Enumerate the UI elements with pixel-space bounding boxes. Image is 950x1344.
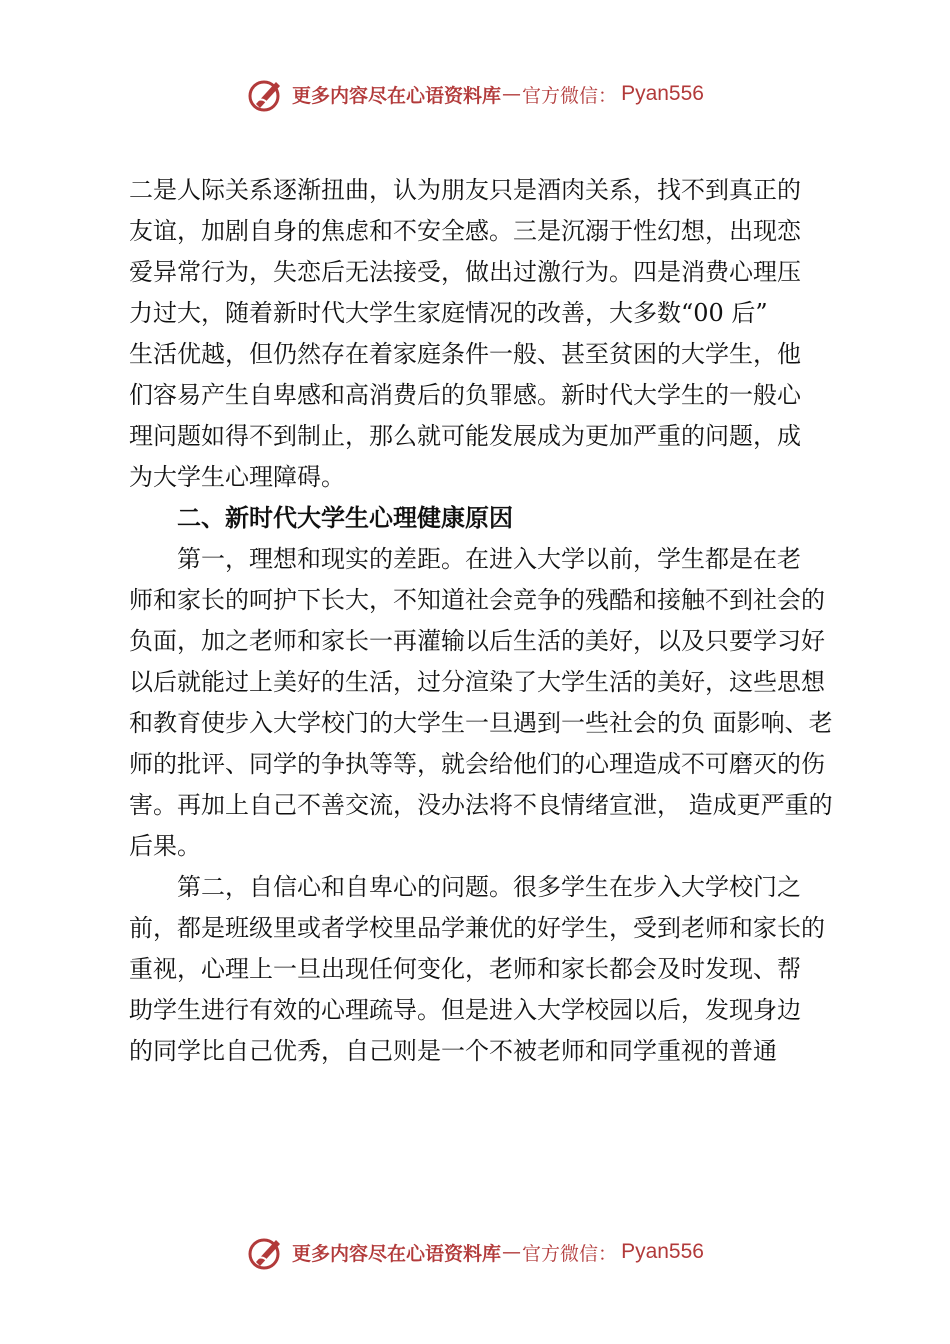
banner-wechat-label: 官方微信： <box>522 84 618 107</box>
text-line: 的同学比自己优秀，自己则是一个不被老师和同学重视的普通 <box>129 1037 777 1065</box>
banner-dash: — <box>502 83 522 105</box>
text-line: 为大学生心理障碍。 <box>129 463 345 491</box>
text-line: 爱异常行为，失恋后无法接受，做出过激行为。四是消费心理压 <box>129 258 801 286</box>
pen-logo-icon <box>246 74 286 114</box>
header-banner <box>0 72 950 116</box>
text-line: 们容易产生自卑感和高消费后的负罪感。新时代大学生的一般心 <box>129 381 801 409</box>
banner-dash: — <box>502 1241 522 1263</box>
pen-logo-icon <box>246 1232 286 1272</box>
text-line: 生活优越，但仍然存在着家庭条件一般、甚至贫困的大学生，他 <box>129 340 801 368</box>
text-line: 理问题如得不到制止，那么就可能发展成为更加严重的问题，成 <box>129 422 801 450</box>
text-line: 友谊，加剧自身的焦虑和不安全感。三是沉溺于性幻想，出现恋 <box>129 217 801 245</box>
text-line: 前，都是班级里或者学校里品学兼优的好学生，受到老师和家长的 <box>129 914 825 942</box>
text-line: 负面，加之老师和家长一再灌输以后生活的美好，以及只要学习好 <box>129 627 825 655</box>
text-line: 害。再加上自己不善交流，没办法将不良情绪宣泄， 造成更严重的 <box>129 791 833 819</box>
text-line: 二是人际关系逐渐扭曲，认为朋友只是酒肉关系，找不到真正的 <box>129 176 801 204</box>
text-line: 重视，心理上一旦出现任何变化，老师和家长都会及时发现、帮 <box>129 955 801 983</box>
document-body <box>129 170 841 1072</box>
text-line: 以后就能过上美好的生活，过分渲染了大学生活的美好，这些思想 <box>129 668 825 696</box>
text-line: 第二，自信心和自卑心的问题。很多学生在步入大学校门之 <box>177 873 801 901</box>
banner-title: 更多内容尽在心语资料库 <box>292 1242 502 1265</box>
text-line: 后果。 <box>129 832 201 860</box>
banner-wechat-id: Pyan556 <box>621 1240 704 1263</box>
banner-title: 更多内容尽在心语资料库 <box>292 84 502 107</box>
section-heading: 二、新时代大学生心理健康原因 <box>177 504 513 532</box>
banner-wechat-id: Pyan556 <box>621 82 704 105</box>
text-line: 师和家长的呵护下长大，不知道社会竞争的残酷和接触不到社会的 <box>129 586 825 614</box>
text-line: 力过大，随着新时代大学生家庭情况的改善，大多数“00 后” <box>129 299 768 327</box>
text-line: 师的批评、同学的争执等等，就会给他们的心理造成不可磨灭的伤 <box>129 750 825 778</box>
banner-wechat-label: 官方微信： <box>522 1242 618 1265</box>
text-line: 第一，理想和现实的差距。在进入大学以前，学生都是在老 <box>177 545 801 573</box>
text-line: 和教育使步入大学校门的大学生一旦遇到一些社会的负 面影响、老 <box>129 709 833 737</box>
footer-banner <box>0 1230 950 1274</box>
text-line: 助学生进行有效的心理疏导。但是进入大学校园以后，发现身边 <box>129 996 801 1024</box>
